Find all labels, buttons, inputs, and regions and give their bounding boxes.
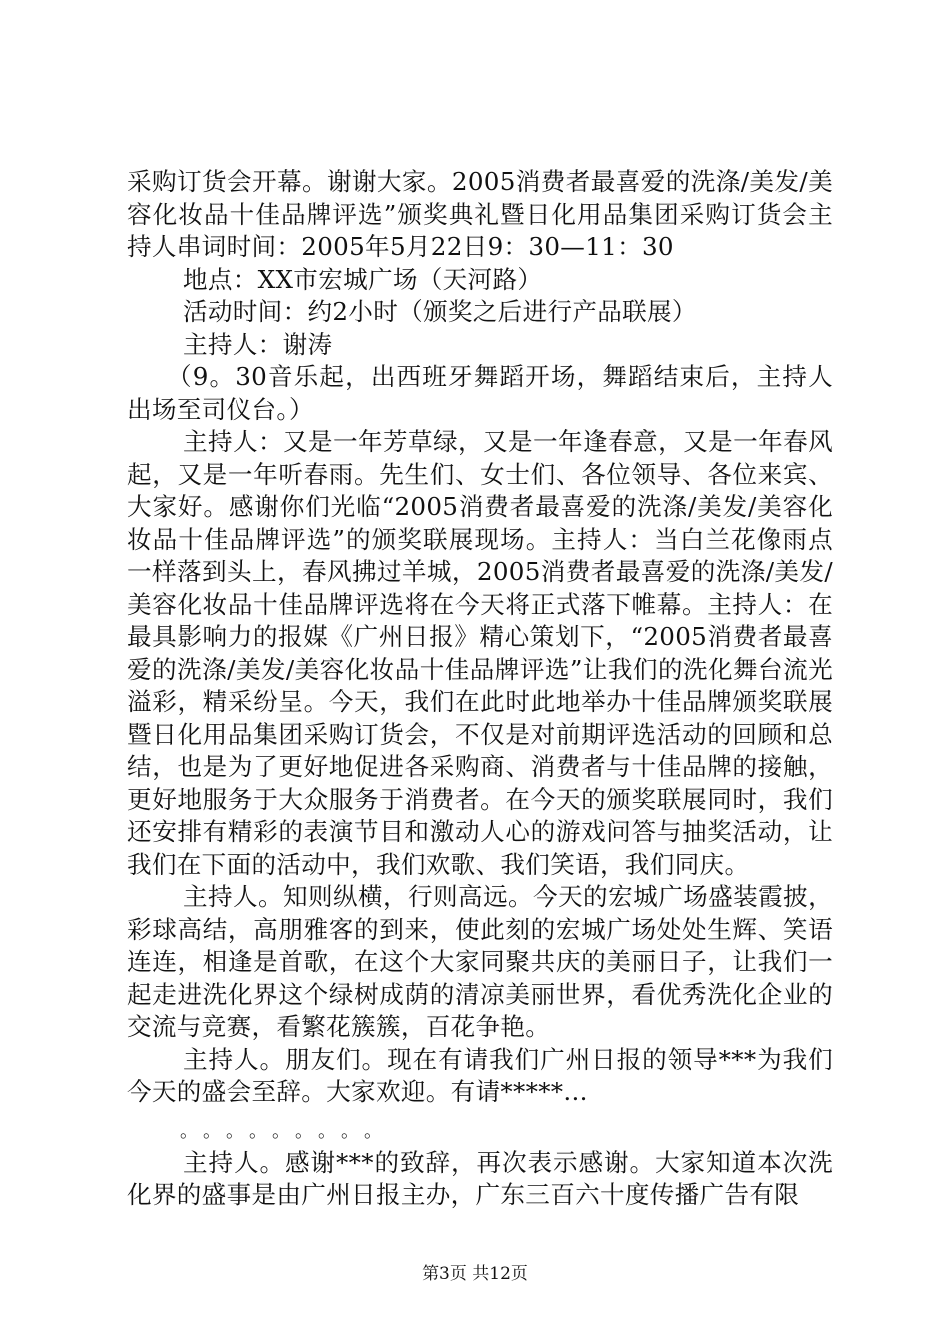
paragraph-location: 地点：XX市宏城广场（天河路）: [183, 264, 543, 294]
paragraph-host-invitation: 主持人。朋友们。现在有请我们广州日报的领导***为我们今天的盛会至辞。大家欢迎。有请*****...: [127, 1044, 833, 1106]
paragraph-opening: 采购订货会开幕。谢谢大家。2005消费者最喜爱的洗涤/美发/美容化妆品十佳品牌评选”颁奖典礼暨日化用品集团采购订货会主持人串词时间：2005年5月22日9：30—11：30: [127, 167, 833, 261]
paragraph-ellipsis-dots: 。。。。。。。。。: [180, 1120, 396, 1142]
document-body: [127, 166, 833, 1212]
paragraph-host-thanks: 主持人。感谢***的致辞，再次表示感谢。大家知道本次洗化界的盛事是由广州日报主办，广东三百六十度传播广告有限: [127, 1147, 833, 1209]
paragraph-stage-direction: （9。30音乐起，出西班牙舞蹈开场，舞蹈结束后，主持人出场至司仪台。）: [127, 362, 833, 424]
paragraph-host-venue-speech: 主持人。知则纵横，行则高远。今天的宏城广场盛装霞披，彩球高结，高朋雅客的到来，使此刻的宏城广场处处生辉、笑语连连，相逢是首歌，在这个大家同聚共庆的美丽日子，让我们一起走进洗化界这个绿树成荫的清凉美丽世界，看优秀洗化企业的交流与竞赛，看繁花簇簇，百花争艳。: [127, 882, 833, 1041]
paragraph-duration: 活动时间：约2小时（颁奖之后进行产品联展）: [183, 297, 697, 326]
paragraph-host: 主持人：谢涛: [183, 329, 333, 359]
page-number-footer: 第3页 共12页: [422, 1264, 528, 1284]
paragraph-host-opening-speech: 主持人：又是一年芳草绿，又是一年逢春意，又是一年春风起，又是一年听春雨。先生们、女士们、各位领导、各位来宾、大家好。感谢你们光临“2005消费者最喜爱的洗涤/美发/美容化妆品十佳品牌评选”的颁奖联展现场。主持人：当白兰花像雨点一样落到头上，春风拂过羊城，2005消费者最喜爱的洗涤/美发/美容化妆品十佳品牌评选将在今天将正式落下帷幕。主持人：在最具影响力的报媒《广州日报》精心策划下，“2005消费者最喜爱的洗涤/美发/美容化妆品十佳品牌评选”让我们的洗化舞台流光溢彩，精采纷呈。今天，我们在此时此地举办十佳品牌颁奖联展暨日化用品集团采购订货会，不仅是对前期评选活动的回顾和总结，也是为了更好地促进各采购商、消费者与十佳品牌的接触，更好地服务于大众服务于消费者。在今天的颁奖联展同时，我们还安排有精彩的表演节目和激动人心的游戏问答与抽奖活动，让我们在下面的活动中，我们欢歌、我们笑语，我们同庆。: [127, 427, 833, 879]
